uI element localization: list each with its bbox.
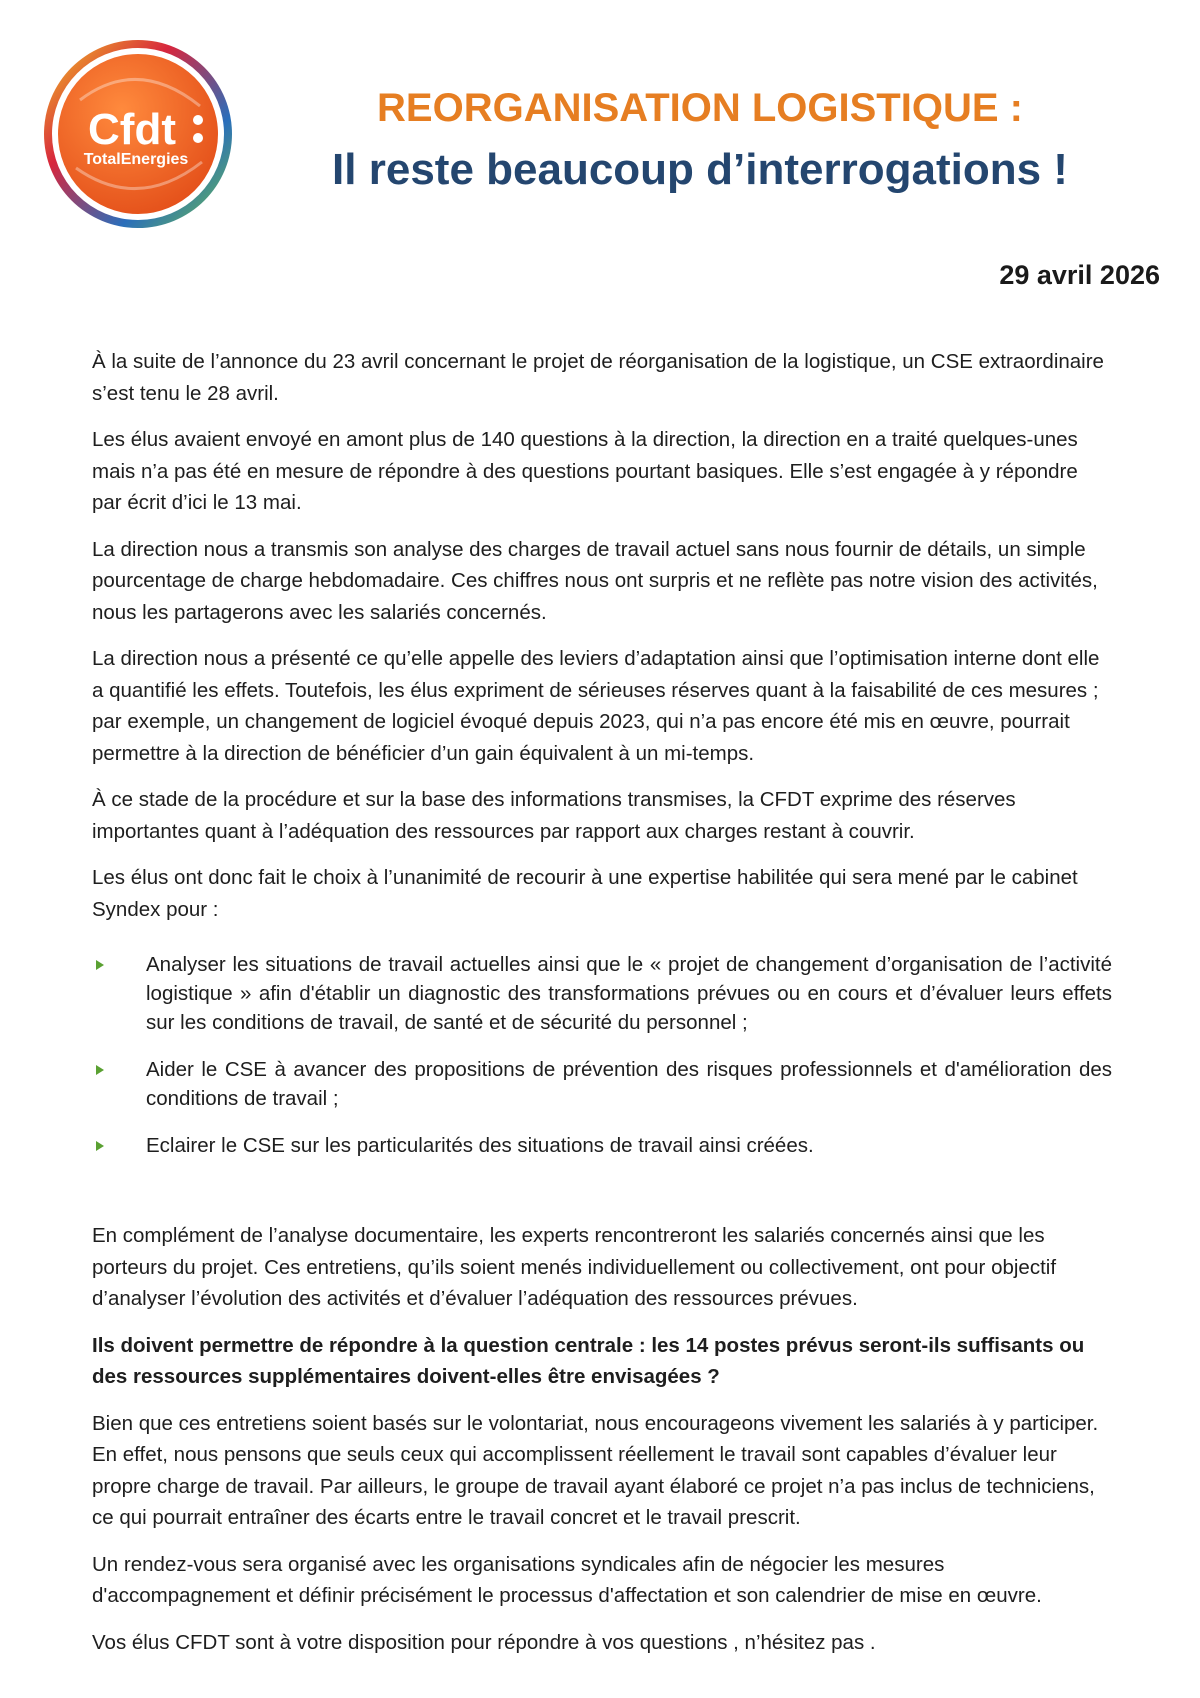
paragraph-reserves: À ce stade de la procédure et sur la base des informations transmises, la CFDT exprime des réserves importantes quant à l’adéquation des ressources par rapport aux charges restant à couvrir. [92,788,1016,843]
page-title [260,80,1140,204]
paragraph-interviews: En complément de l’analyse documentaire, les experts rencontreront les salariés concernés ainsi que les porteurs du projet. Ces entretiens, qu’ils soient menés individuellement ou collectivement, ont pour objectif d’analyser l’évolution des activités et d’évaluer l’adéquation des ressources prévues. [92,1224,1057,1310]
paragraph-expertise: Les élus ont donc fait le choix à l’unanimité de recourir à une expertise habilitée qui sera mené par le cabinet Syndex pour : [92,866,1078,921]
expertise-bullet-list [92,950,1112,1160]
document-date: 29 avril 2026 [999,260,1160,290]
title-line-2: Il reste beaucoup d’interrogations ! [332,145,1068,194]
cfdt-logo [40,36,236,232]
list-item-text: Aider le CSE à avancer des propositions de prévention des risques professionnels et d'amélioration des conditions de travail ; [146,1058,1112,1110]
logo-subtext: TotalEnergies [83,151,189,168]
paragraph-participation: Bien que ces entretiens soient basés sur le volontariat, nous encourageons vivement les salariés à y participer. En effet, nous pensons que seuls ceux qui accomplissent réellement le travail sont capables d’évaluer leur propre charge de travail. Par ailleurs, le groupe de travail ayant élaboré ce projet n’a pas inclus de techniciens, ce qui pourrait entraîner des écarts entre le travail concret et le travail prescrit. [92,1411,1099,1529]
triangle-bullet-icon [96,960,104,970]
paragraph-questions: Les élus avaient envoyé en amont plus de 140 questions à la direction, la direction en a traité quelques-unes mais n’a pas été en mesure de répondre à des questions pourtant basiques. Elle s’est engagée à y répondre par écrit d’ici le 13 mai. [92,428,1078,514]
paragraph-workload: La direction nous a transmis son analyse des charges de travail actuel sans nous fournir de détails, un simple pourcentage de charge hebdomadaire. Ces chiffres nous ont surpris et ne reflète pas notre vision des activités, nous les partagerons avec les salariés concernés. [92,537,1098,624]
list-item [92,1131,1112,1160]
list-item [92,950,1112,1037]
paragraph-closing: Vos élus CFDT sont à votre disposition pour répondre à vos questions , n’hésitez pas . [92,1630,876,1654]
list-item-text: Eclairer le CSE sur les particularités des situations de travail ainsi créées. [146,1134,814,1157]
paragraph-intro: À la suite de l’annonce du 23 avril concernant le projet de réorganisation de la logistique, un CSE extraordinaire s’est tenu le 28 avril. [92,350,1104,405]
triangle-bullet-icon [96,1065,104,1075]
list-item [92,1055,1112,1113]
title-line-1: REORGANISATION LOGISTIQUE : [377,86,1023,130]
cfdt-logo-graphic [40,36,236,232]
list-item-text: Analyser les situations de travail actuelles ainsi que le « projet de changement d’organisation de l’activité logistique » afin d'établir un diagnostic des transformations prévues ou en cours et d’évaluer leurs effets sur les conditions de travail, de santé et de sécurité du personnel ; [146,953,1112,1034]
triangle-bullet-icon [96,1141,104,1151]
paragraph-central-question: Ils doivent permettre de répondre à la question centrale : les 14 postes prévus seront-ils suffisants ou des ressources supplémentaires doivent-elles être envisagées ? [92,1333,1085,1388]
document-body [92,346,1112,1673]
logo-wordmark: Cfdt [88,105,176,154]
paragraph-levers: La direction nous a présenté ce qu’elle appelle des leviers d’adaptation ainsi que l’optimisation interne dont elle a quantifié les effets. Toutefois, les élus expriment de sérieuses réserves quant à la faisabilité de ces mesures ; par exemple, un changement de logiciel évoqué depuis 2023, qui n’a pas encore été mis en œuvre, pourrait permettre à la direction de bénéficier d’un gain équivalent à un mi-temps. [92,647,1100,765]
paragraph-meeting: Un rendez-vous sera organisé avec les organisations syndicales afin de négocier les mesures d'accompagnement et définir précisément le processus d'affectation et son calendrier de mise en œuvre. [92,1552,1042,1607]
